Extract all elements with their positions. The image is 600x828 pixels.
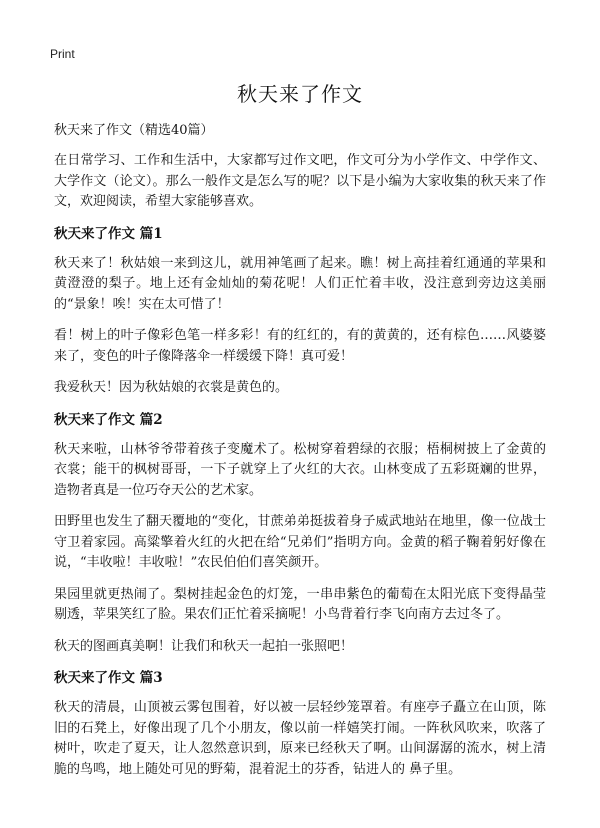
section-heading: 秋天来了作文 篇2 <box>54 411 163 428</box>
section-paragraph: 秋天来了！秋姑娘一来到这儿，就用神笔画了起来。瞧！树上高挂着红通通的苹果和黄澄澄的梨子。地上还有金灿灿的菊花呢！人们正忙着丰收，没注意到旁边这美丽的“景象！唉！实在太可惜了！ <box>54 255 546 312</box>
section-paragraph: 田野里也发生了翻天覆地的“变化，甘蔗弟弟挺拔着身子威武地站在地里，像一位战士守卫着家园。高粱擎着火红的火把在给“兄弟们”指明方向。金黄的稻子鞠着躬好像在说，“丰收啦！丰收啦！”农民伯伯们喜笑颜开。 <box>54 514 546 570</box>
essay-section-3 <box>54 668 546 780</box>
intro-paragraph: 在日常学习、工作和生活中，大家都写过作文吧，作文可分为小学作文、中学作文、大学作文（论文）。那么一般作文是怎么写的呢？以下是小编为大家收集的秋天来了作文，欢迎阅读，希望大家能够喜欢。 <box>54 153 546 209</box>
essay-section-2 <box>54 410 546 658</box>
section-heading: 秋天来了作文 篇3 <box>54 670 163 686</box>
section-paragraph: 我爱秋天！因为秋姑娘的衣裳是黄色的。 <box>54 380 289 395</box>
document-subtitle: 秋天来了作文（精选40篇） <box>54 123 214 138</box>
section-paragraph: 秋天来啦，山林爷爷带着孩子变魔术了。松树穿着碧绿的衣服；梧桐树披上了金黄的衣裳；能干的枫树哥哥，一下子就穿上了火红的大衣。山林变成了五彩斑斓的世界，造物者真是一位巧夺天公的艺术家。 <box>54 441 546 498</box>
section-paragraph: 看！树上的叶子像彩色笔一样多彩！有的红红的，有的黄黄的，还有棕色……风婆婆来了，变色的叶子像降落伞一样缓缓下降！真可爱！ <box>54 328 546 364</box>
page-title: 秋天来了作文 <box>237 82 363 106</box>
essay-section-1 <box>54 224 546 399</box>
section-paragraph: 秋天的图画真美啊！让我们和秋天一起拍一张照吧！ <box>54 638 354 654</box>
section-paragraph: 果园里就更热闹了。梨树挂起金色的灯笼，一串串紫色的葡萄在太阳光底下变得晶莹剔透，苹果笑红了脸。果农们正忙着采摘呢！小鸟背着行李飞向南方去过冬了。 <box>54 586 546 622</box>
section-heading: 秋天来了作文 篇1 <box>54 225 163 242</box>
section-paragraph: 秋天的清晨，山顶被云雾包围着，好以被一层轻纱笼罩着。有座亭子矗立在山顶，陈旧的石凳上，好像出现了几个小朋友，像以前一样嬉笑打闹。一阵秋风吹来，吹落了树叶，吹走了夏天，让人忽然意识到，原来已经秋天了啊。山间潺潺的流水，树上清脆的鸟鸣，地上随处可见的野菊，混着泥土的芬香，钻进人的 鼻子里。 <box>54 700 546 777</box>
print-link[interactable]: Print <box>50 47 75 61</box>
